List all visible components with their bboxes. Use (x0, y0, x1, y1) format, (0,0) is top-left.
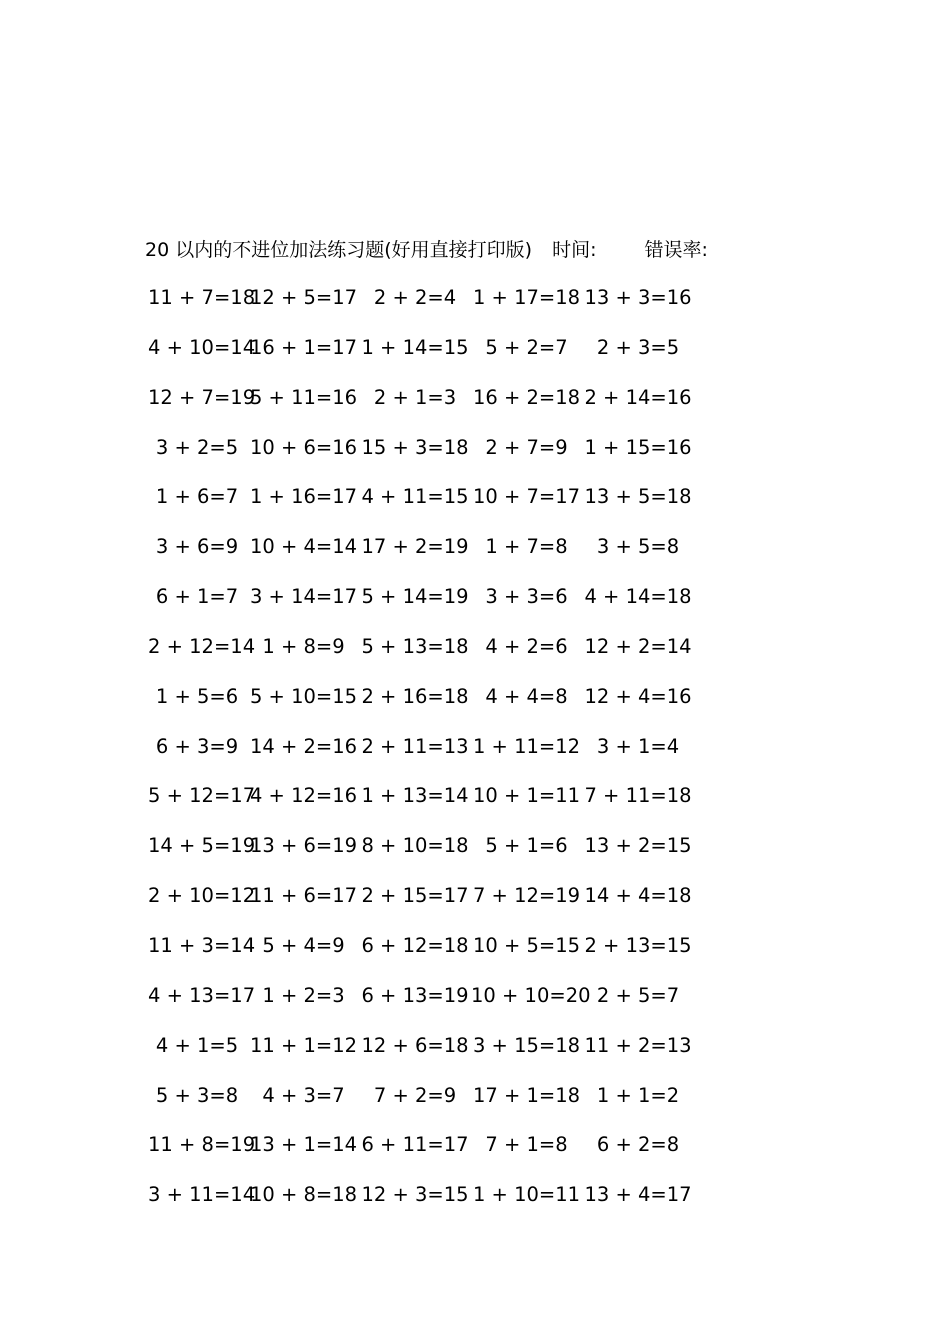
worksheet-title: 20 以内的不进位加法练习题(好用直接打印版) (145, 239, 533, 261)
problem-row (148, 533, 708, 583)
addition-problem: 6 + 3=9 (155, 734, 239, 758)
problem-row (148, 483, 708, 533)
problem-row (148, 1131, 708, 1181)
addition-problem: 6 + 13=19 (361, 983, 469, 1007)
addition-problem: 1 + 11=12 (472, 734, 581, 758)
addition-problem: 4 + 14=18 (584, 585, 692, 609)
problem-row (148, 733, 708, 783)
addition-problem: 10 + 8=18 (249, 1183, 358, 1207)
addition-problem: 10 + 1=11 (472, 784, 581, 808)
addition-problem: 11 + 2=13 (584, 1033, 692, 1057)
addition-problem: 17 + 2=19 (361, 535, 469, 559)
addition-problem: 4 + 1=5 (155, 1033, 239, 1057)
addition-problem: 12 + 3=15 (361, 1183, 469, 1207)
addition-problem: 4 + 3=7 (262, 1083, 345, 1107)
addition-problem: 3 + 15=18 (472, 1033, 581, 1057)
addition-problem: 7 + 2=9 (373, 1083, 457, 1107)
addition-problem: 13 + 6=19 (249, 834, 358, 858)
addition-problem: 12 + 5=17 (249, 286, 358, 309)
addition-problem: 5 + 3=8 (155, 1083, 239, 1107)
addition-problem: 4 + 11=15 (361, 485, 469, 509)
addition-problem: 1 + 15=16 (584, 435, 692, 459)
addition-problem: 1 + 7=8 (485, 535, 568, 559)
problem-row (148, 1181, 708, 1231)
addition-problem: 12 + 4=16 (584, 684, 692, 708)
problem-row (148, 334, 708, 384)
addition-problem: 3 + 6=9 (155, 535, 239, 559)
addition-problem: 5 + 12=17 (148, 784, 256, 808)
addition-problem: 1 + 10=11 (472, 1183, 581, 1207)
worksheet-header (145, 236, 708, 264)
addition-problem: 13 + 5=18 (584, 485, 692, 509)
addition-problem: 1 + 8=9 (262, 634, 345, 658)
addition-problem: 5 + 2=7 (485, 335, 568, 359)
addition-problem: 2 + 15=17 (361, 884, 469, 908)
addition-problem: 11 + 8=19 (148, 1133, 256, 1157)
addition-problem: 10 + 5=15 (472, 933, 581, 957)
addition-problem: 12 + 2=14 (584, 634, 692, 658)
addition-problem: 14 + 2=16 (249, 734, 358, 758)
problem-row (148, 284, 708, 334)
addition-problem: 11 + 1=12 (249, 1033, 358, 1057)
addition-problem: 2 + 1=3 (373, 385, 457, 409)
addition-problem: 2 + 14=16 (584, 385, 692, 409)
addition-problem: 8 + 10=18 (361, 834, 469, 858)
addition-problem: 1 + 6=7 (155, 485, 239, 509)
problem-grid (148, 284, 708, 1231)
addition-problem: 13 + 3=16 (584, 286, 692, 309)
addition-problem: 17 + 1=18 (472, 1083, 581, 1107)
addition-problem: 12 + 7=19 (148, 385, 256, 409)
addition-problem: 13 + 4=17 (584, 1183, 692, 1207)
problem-row (148, 932, 708, 982)
addition-problem: 11 + 6=17 (249, 884, 358, 908)
addition-problem: 12 + 6=18 (361, 1033, 469, 1057)
addition-problem: 13 + 2=15 (584, 834, 692, 858)
addition-problem: 5 + 1=6 (485, 834, 568, 858)
addition-problem: 7 + 12=19 (472, 884, 581, 908)
addition-problem: 4 + 10=14 (148, 335, 256, 359)
addition-problem: 6 + 2=8 (596, 1133, 680, 1157)
addition-problem: 16 + 1=17 (249, 335, 358, 359)
addition-problem: 3 + 3=6 (485, 585, 568, 609)
problem-row (148, 982, 708, 1032)
addition-problem: 10 + 10=20 (471, 983, 591, 1007)
addition-problem: 13 + 1=14 (249, 1133, 358, 1157)
addition-problem: 1 + 14=15 (361, 335, 469, 359)
addition-problem: 3 + 5=8 (596, 535, 680, 559)
addition-problem: 6 + 11=17 (361, 1133, 469, 1157)
addition-problem: 1 + 2=3 (262, 983, 345, 1007)
addition-problem: 1 + 5=6 (155, 684, 239, 708)
addition-problem: 1 + 17=18 (472, 286, 581, 309)
addition-problem: 2 + 11=13 (361, 734, 469, 758)
addition-problem: 1 + 13=14 (361, 784, 469, 808)
problem-row (148, 1082, 708, 1132)
addition-problem: 2 + 12=14 (148, 634, 256, 658)
addition-problem: 5 + 14=19 (361, 585, 469, 609)
addition-problem: 15 + 3=18 (361, 435, 469, 459)
addition-problem: 4 + 4=8 (485, 684, 568, 708)
addition-problem: 7 + 1=8 (485, 1133, 568, 1157)
addition-problem: 2 + 2=4 (373, 286, 457, 309)
addition-problem: 6 + 12=18 (361, 933, 469, 957)
addition-problem: 2 + 13=15 (584, 933, 692, 957)
addition-problem: 11 + 3=14 (148, 933, 256, 957)
problem-row (148, 384, 708, 434)
time-label: 时间: (552, 239, 597, 261)
addition-problem: 10 + 7=17 (472, 485, 581, 509)
problem-row (148, 683, 708, 733)
addition-problem: 2 + 3=5 (596, 335, 680, 359)
addition-problem: 4 + 13=17 (148, 983, 256, 1007)
addition-problem: 14 + 4=18 (584, 884, 692, 908)
addition-problem: 4 + 2=6 (485, 634, 568, 658)
addition-problem: 16 + 2=18 (472, 385, 581, 409)
addition-problem: 10 + 4=14 (249, 535, 358, 559)
addition-problem: 5 + 4=9 (262, 933, 345, 957)
addition-problem: 3 + 1=4 (596, 734, 680, 758)
addition-problem: 3 + 2=5 (155, 435, 239, 459)
addition-problem: 3 + 14=17 (249, 585, 358, 609)
problem-row (148, 782, 708, 832)
addition-problem: 14 + 5=19 (148, 834, 256, 858)
problem-row (148, 832, 708, 882)
addition-problem: 5 + 10=15 (249, 684, 358, 708)
problem-row (148, 882, 708, 932)
problem-row (148, 434, 708, 484)
addition-problem: 11 + 7=18 (148, 286, 256, 309)
addition-problem: 3 + 11=14 (148, 1183, 256, 1207)
addition-problem: 1 + 1=2 (596, 1083, 680, 1107)
addition-problem: 6 + 1=7 (155, 585, 239, 609)
addition-problem: 2 + 5=7 (596, 983, 680, 1007)
addition-problem: 4 + 12=16 (249, 784, 358, 808)
addition-problem: 1 + 16=17 (249, 485, 358, 509)
problem-row (148, 1032, 708, 1082)
problem-row (148, 583, 708, 633)
addition-problem: 5 + 13=18 (361, 634, 469, 658)
addition-problem: 2 + 10=12 (148, 884, 256, 908)
addition-problem: 10 + 6=16 (249, 435, 358, 459)
addition-problem: 2 + 16=18 (361, 684, 469, 708)
addition-problem: 2 + 7=9 (485, 435, 568, 459)
error-rate-label: 错误率: (644, 239, 708, 261)
addition-problem: 5 + 11=16 (249, 385, 358, 409)
addition-problem: 7 + 11=18 (584, 784, 692, 808)
problem-row (148, 633, 708, 683)
